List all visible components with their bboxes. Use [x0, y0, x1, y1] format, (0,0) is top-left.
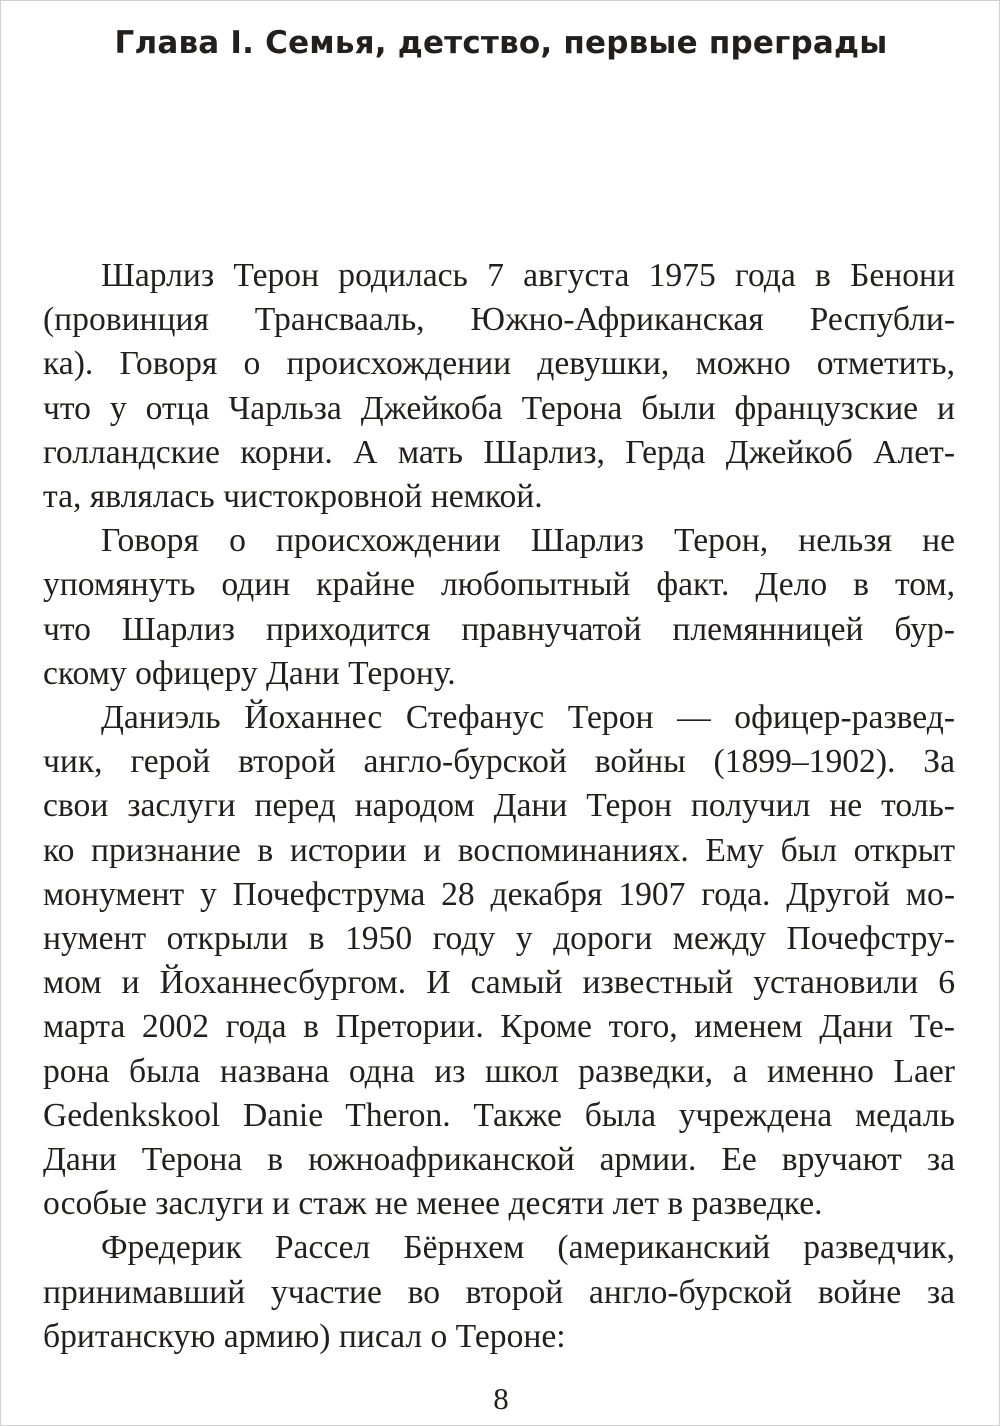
text-line: чик, герой второй англо-бурской войны (1899–1902). За	[43, 743, 955, 781]
text-line: марта 2002 года в Претории. Кроме того, именем Дани Те-	[43, 1008, 955, 1046]
text-line: британскую армию) писал о Тероне:	[43, 1317, 566, 1355]
paragraph	[43, 696, 955, 1226]
text-line: что Шарлиз приходится правнучатой племянницей бур-	[43, 610, 955, 648]
body-text	[43, 254, 955, 1359]
text-line: Даниэль Йоханнес Стефанус Терон — офицер-развед-	[101, 699, 955, 737]
text-line: Дани Терона в южноафриканской армии. Ее вручают за	[43, 1141, 955, 1179]
text-line: ко признание в истории и воспоминаниях. Ему был открыт	[43, 831, 955, 869]
text-line: монумент у Почефструма 28 декабря 1907 года. Другой мо-	[43, 875, 955, 913]
text-line: (провинция Трансвааль, Южно-Африканская Республи-	[43, 301, 955, 339]
text-line: Говоря о происхождении Шарлиз Терон, нельзя не	[101, 522, 955, 560]
text-line: принимавший участие во второй англо-бурской войне за	[43, 1273, 955, 1311]
text-line: та, являлась чистокровной немкой.	[43, 478, 543, 516]
text-line: особые заслуги и стаж не менее десяти лет в разведке.	[43, 1185, 823, 1223]
text-line: рона была названа одна из школ разведки, а именно Laer	[43, 1052, 955, 1090]
text-line: упомянуть один крайне любопытный факт. Дело в том,	[43, 566, 955, 604]
paragraph	[43, 254, 955, 519]
text-line: скому офицеру Дани Терону.	[43, 654, 456, 692]
text-line: свои заслуги перед народом Дани Терон получил не толь-	[43, 787, 955, 825]
text-line: Gedenkskool Danie Theron. Также была учреждена медаль	[43, 1096, 955, 1134]
paragraph	[43, 1226, 955, 1359]
text-line: что у отца Чарльза Джейкоба Терона были французские и	[43, 389, 955, 427]
text-line: Шарлиз Терон родилась 7 августа 1975 года в Бенони	[101, 257, 955, 294]
text-line: Фредерик Рассел Бёрнхем (американский разведчик,	[101, 1229, 955, 1267]
paragraph	[43, 519, 955, 696]
page-number: 8	[493, 1381, 509, 1416]
text-line: голландские корни. А мать Шарлиз, Герда Джейкоб Алет-	[43, 433, 955, 471]
text-line: нумент открыли в 1950 году у дороги между Почефстру-	[43, 920, 955, 958]
text-line: ка). Говоря о происхождении девушки, можно отметить,	[43, 345, 955, 383]
chapter-title: Глава I. Семья, детство, первые преграды	[114, 25, 888, 61]
text-line: мом и Йоханнесбургом. И самый известный установили 6	[43, 964, 955, 1002]
